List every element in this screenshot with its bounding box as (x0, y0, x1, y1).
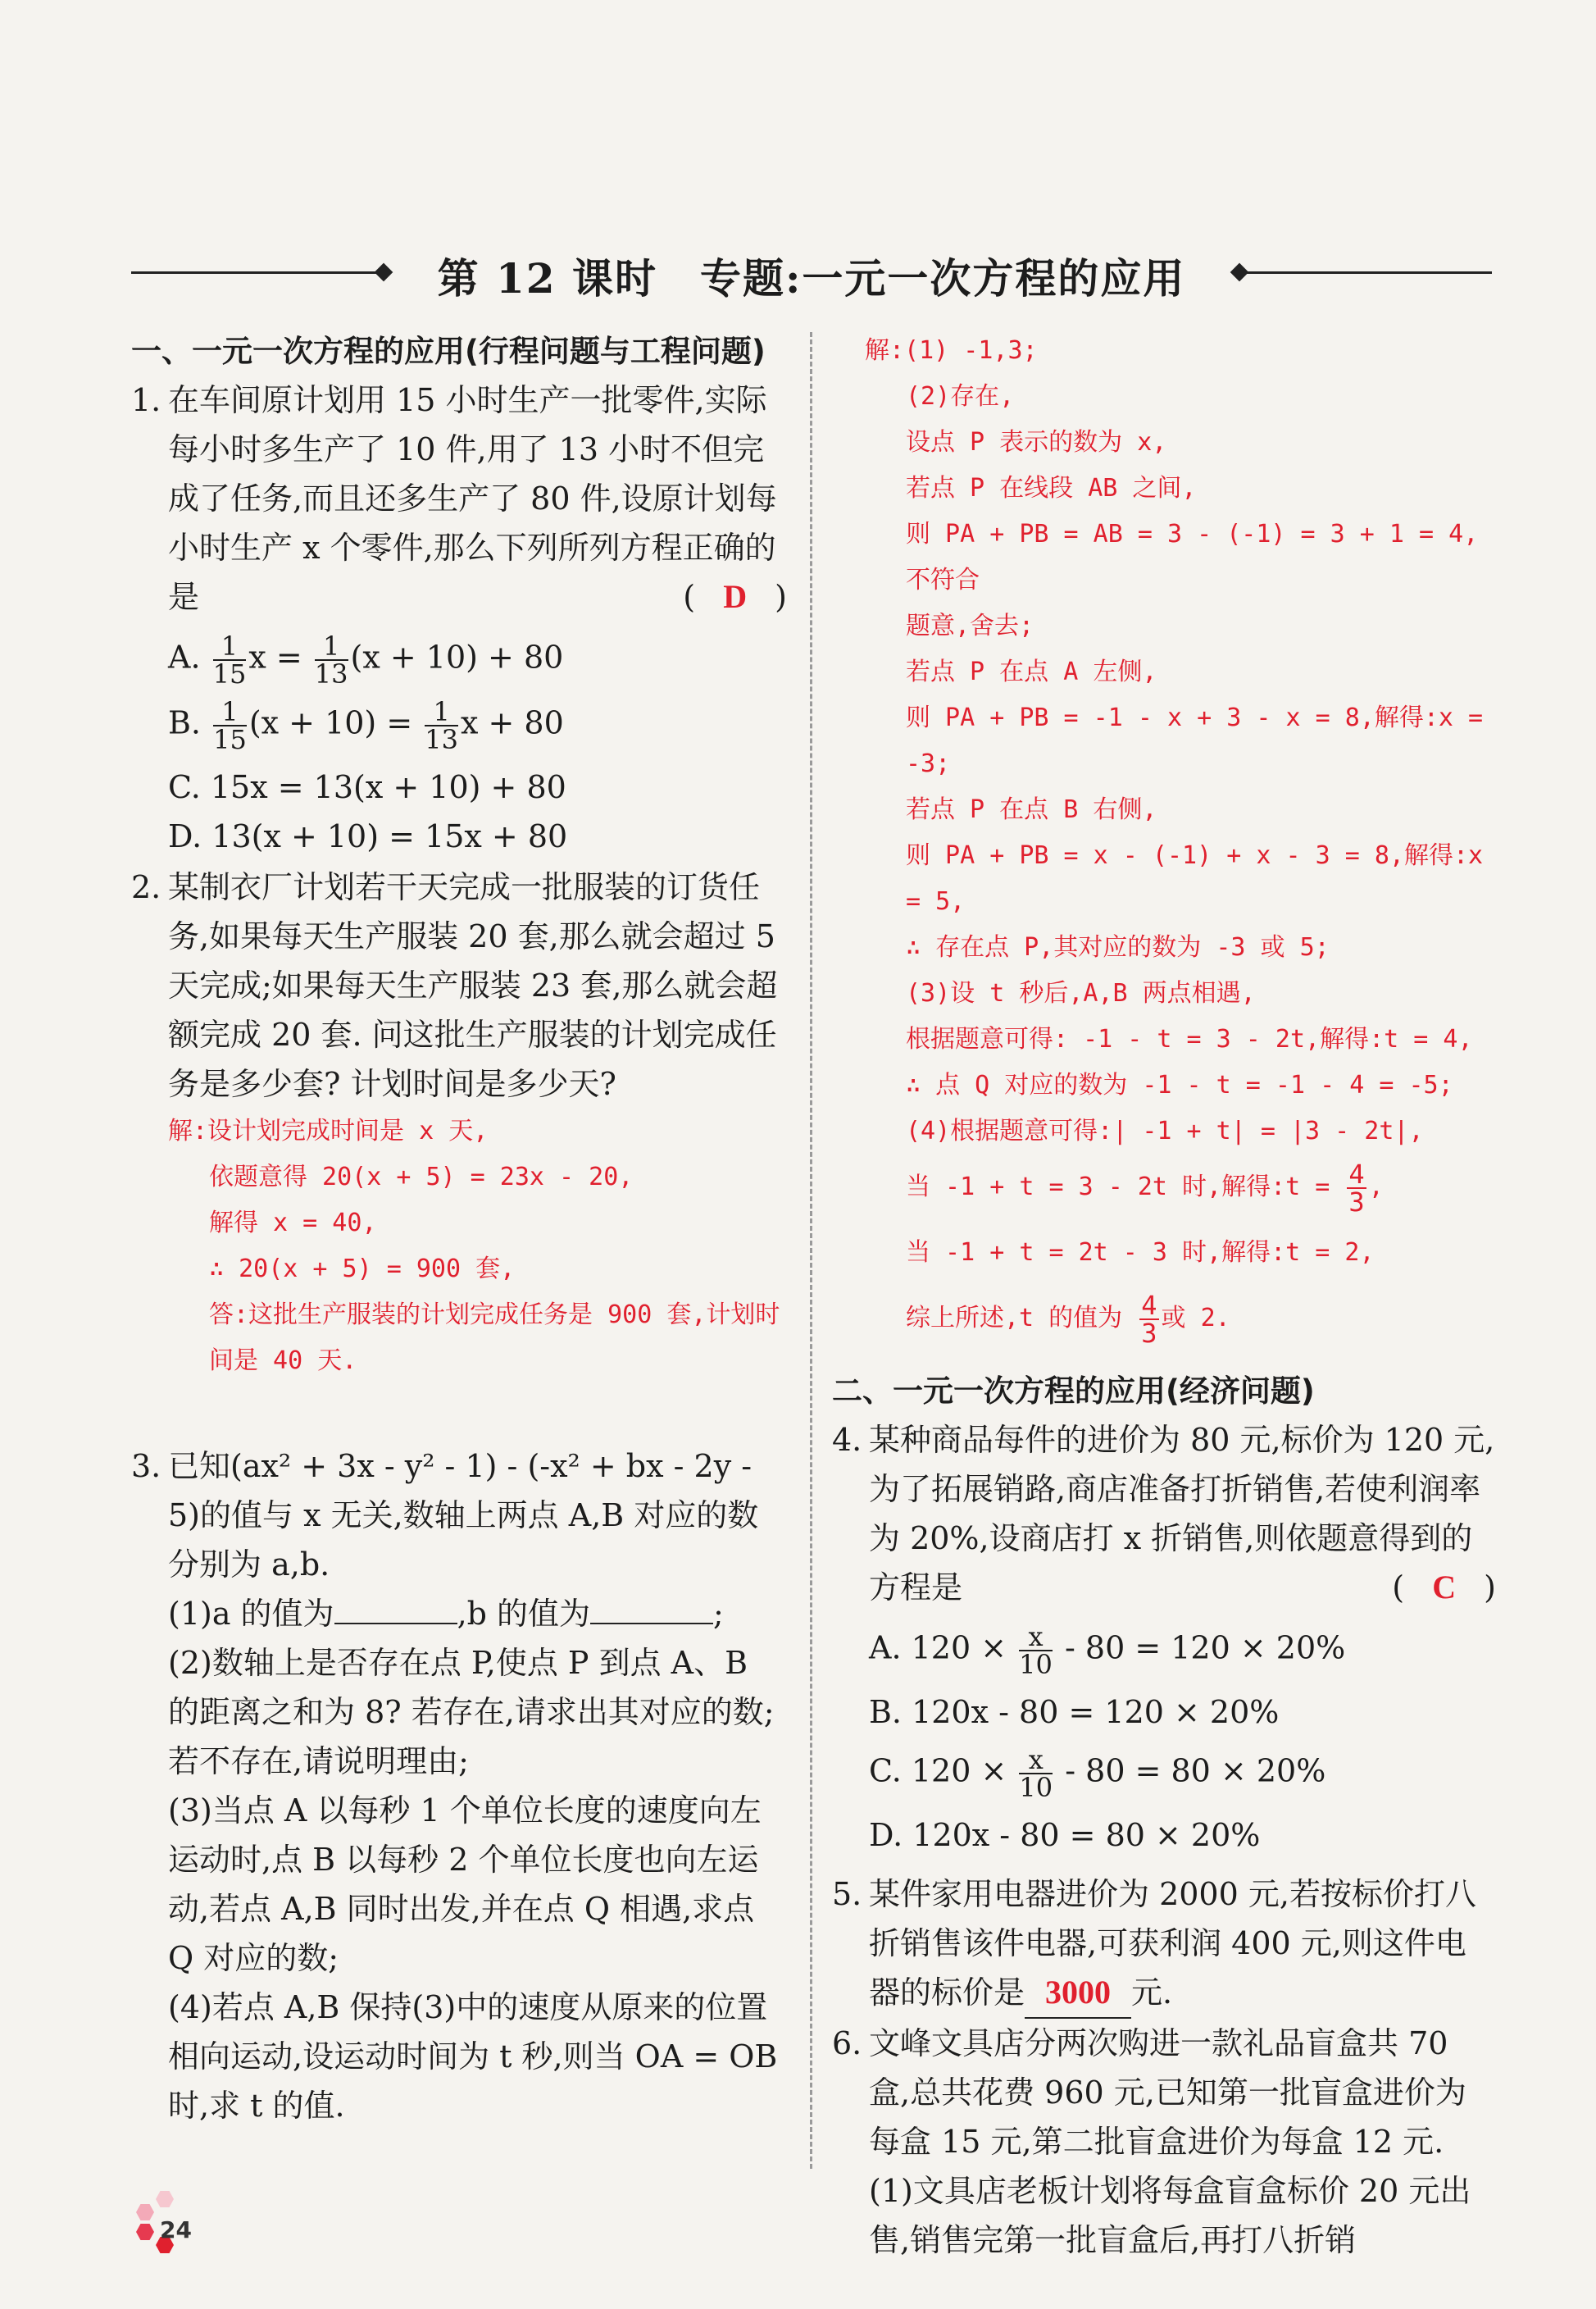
fraction: $\frac{1}{15}$ (213, 696, 247, 755)
solution-line: 解得 x = 40, (209, 1209, 377, 1237)
answer-blank[interactable] (334, 1592, 457, 1624)
left-column (131, 328, 787, 2130)
option-d: D. 120x - 80 = 80 × 20% (869, 1817, 1261, 1853)
title-rule-right (1246, 271, 1492, 274)
lesson-title: 第 12 课时 专题:一元一次方程的应用 (437, 254, 1186, 303)
question-text: 文峰文具店分两次购进一款礼品盲盒共 70 盒,总共花费 960 元,已知第一批盲盒进价为每盒 15 元,第二批盲盒进价为每盒 12 元. (869, 2025, 1466, 2160)
answer-bracket: ( C ) (1392, 1569, 1496, 1605)
solution-line: 则 PA + PB = AB = 3 - (-1) = 3 + 1 = 4,不符合 (906, 520, 1479, 594)
section-heading-1: 一、一元一次方程的应用(行程问题与工程问题) (131, 334, 766, 369)
lesson-title-bar (131, 246, 1492, 303)
solution-line: (2)存在, (906, 382, 1015, 411)
question-text: 已知(ax² + 3x - y² - 1) - (-x² + bx - 2y - 5)的值与 x 无关,数轴上两点 A,B 对应的数分别为 a,b. (168, 1448, 759, 1583)
question-5: 5. 某件家用电器进价为 2000 元,若按标价打八折销售该件电器,可获利润 400 元,则这件电器的标价是 3000 元. (832, 1870, 1496, 2019)
solution-line: 当 -1 + t = 3 - 2t 时,解得:t = $\frac{4}{3}$ , (906, 1158, 1384, 1218)
option-a: A. 120 × $\frac{x}{10}$ - 80 = 120 × 20% (869, 1621, 1346, 1680)
question-text: 某种商品每件的进价为 80 元,标价为 120 元,为了拓展销路,商店准备打折销售,若使利润率为 20%,设商店打 x 折销售,则依题意得到的方程是 (869, 1422, 1495, 1605)
fraction: $\frac{4}{3}$ (1141, 1289, 1157, 1349)
solution-line: 答:这批生产服装的计划完成任务是 900 套,计划时间是 40 天. (209, 1300, 780, 1375)
solution-line: 依题意得 20(x + 5) = 23x - 20, (209, 1163, 634, 1191)
question-number: 1. (131, 382, 161, 418)
question-3 (131, 1441, 787, 1589)
fraction: $\frac{x}{10}$ (1019, 1621, 1053, 1680)
title-rule-left (131, 271, 377, 274)
question-number: 5. (832, 1876, 862, 1912)
option-c: C. 120 × $\frac{x}{10}$ - 80 = 80 × 20% (869, 1744, 1326, 1803)
subquestion-2: (2)数轴上是否存在点 P,使点 P 到点 A、B 的距离之和为 8? 若存在,请求出其对应的数;若不存在,请说明理由; (168, 1645, 775, 1779)
question-text: 某件家用电器进价为 2000 元,若按标价打八折销售该件电器,可获利润 400 元,则这件电器的标价是 (869, 1876, 1476, 2011)
question-6 (832, 2019, 1496, 2166)
solution-line: (4)根据题意可得:| -1 + t| = |3 - 2t|, (906, 1117, 1424, 1145)
solution-line: 则 PA + PB = x - (-1) + x - 3 = 8,解得:x = 5, (906, 841, 1484, 916)
question-text: 某制衣厂计划若干天完成一批服装的订货任务,如果每天生产服装 20 套,那么就会超过 5 天完成;如果每天生产服装 23 套,那么就会超额完成 20 套. 问这批生产服装的计划完成任务是多少套? 计划时间是多少天? (168, 869, 778, 1102)
solution-line: 当 -1 + t = 2t - 3 时,解得:t = 2, (906, 1238, 1375, 1267)
solution-line: 综上所述,t 的值为 $\frac{4}{3}$ 或 2. (906, 1289, 1230, 1349)
subquestion-1: (1)a 的值为 ,b 的值为 ; (131, 1589, 787, 1638)
option-c: C. 15x = 13(x + 10) + 80 (168, 769, 566, 805)
solution-line: 若点 P 在点 B 右侧, (906, 795, 1157, 824)
question-1 (131, 376, 787, 622)
fraction: $\frac{4}{3}$ (1348, 1158, 1365, 1218)
question-text: 在车间原计划用 15 小时生产一批零件,实际每小时多生产了 10 件,用了 13 小时不但完成了任务,而且还多生产了 80 件,设原计划每小时生产 x 个零件,那么下列所列方程正确的是 (168, 382, 777, 615)
subquestion-3: (3)当点 A 以每秒 1 个单位长度的速度向左运动时,点 B 以每秒 2 个单位长度也向左运动,若点 A,B 同时出发,并在点 Q 相遇,求点 Q 对应的数; (168, 1792, 762, 1976)
solution-line: 则 PA + PB = -1 - x + 3 - x = 8,解得:x = -3; (906, 704, 1484, 778)
subquestion-4: (4)若点 A,B 保持(3)中的速度从原来的位置相向运动,设运动时间为 t 秒,则当 OA = OB 时,求 t 的值. (168, 1989, 778, 2124)
question-number: 2. (131, 869, 161, 905)
diamond-ornament-left (375, 263, 393, 282)
answer-choice: C (1432, 1569, 1457, 1605)
question-2 (131, 863, 787, 1109)
solution-line: 解:(1) -1,3; (865, 336, 1038, 365)
page-number: 24 (160, 2216, 192, 2243)
solution-line: (3)设 t 秒后,A,B 两点相遇, (906, 979, 1256, 1008)
question-number: 3. (131, 1448, 161, 1484)
option-a: A. $\frac{1}{15}$ x = $\frac{1}{13}$ (x + 10) + 80 (168, 631, 564, 690)
subquestion-1: (1)文具店老板计划将每盒盲盒标价 20 元出售,销售完第一批盲盒后,再打八折销 (869, 2173, 1471, 2258)
solution-line: 设点 P 表示的数为 x, (906, 428, 1167, 457)
solution-line: 题意,舍去; (906, 612, 1034, 640)
fraction: $\frac{1}{13}$ (314, 631, 348, 690)
solution-line: ∴ 20(x + 5) = 900 套, (209, 1255, 516, 1283)
solution-block-q3 (832, 328, 1496, 1154)
answer-blank[interactable]: 3000 (1025, 1968, 1131, 2019)
fraction: $\frac{1}{15}$ (212, 631, 247, 690)
answer-choice: D (723, 578, 748, 615)
question-4 (832, 1415, 1496, 1612)
option-b: B. 120x - 80 = 120 × 20% (869, 1694, 1280, 1730)
solution-line: 若点 P 在线段 AB 之间, (906, 474, 1197, 503)
column-divider (810, 332, 812, 2169)
fraction: $\frac{x}{10}$ (1019, 1744, 1053, 1803)
answer-blank[interactable] (590, 1592, 713, 1624)
right-column (832, 328, 1496, 2265)
solution-line: 解:设计划完成时间是 x 天, (168, 1117, 489, 1145)
question-number: 4. (832, 1422, 862, 1458)
solution-line: 若点 P 在点 A 左侧, (906, 658, 1157, 686)
section-heading-2: 二、一元一次方程的应用(经济问题) (832, 1373, 1315, 1409)
solution-line: ∴ 点 Q 对应的数为 -1 - t = -1 - 4 = -5; (906, 1071, 1453, 1100)
fraction: $\frac{1}{13}$ (425, 696, 458, 755)
option-d: D. 13(x + 10) = 15x + 80 (168, 818, 568, 854)
option-b: B. $\frac{1}{15}$ (x + 10) = $\frac{1}{13}$ x + 80 (168, 696, 564, 755)
question-number: 6. (832, 2025, 862, 2061)
solution-line: ∴ 存在点 P,其对应的数为 -3 或 5; (906, 933, 1330, 962)
answer-bracket: ( D ) (683, 578, 787, 615)
solution-line: 根据题意可得: -1 - t = 3 - 2t,解得:t = 4, (906, 1025, 1473, 1054)
